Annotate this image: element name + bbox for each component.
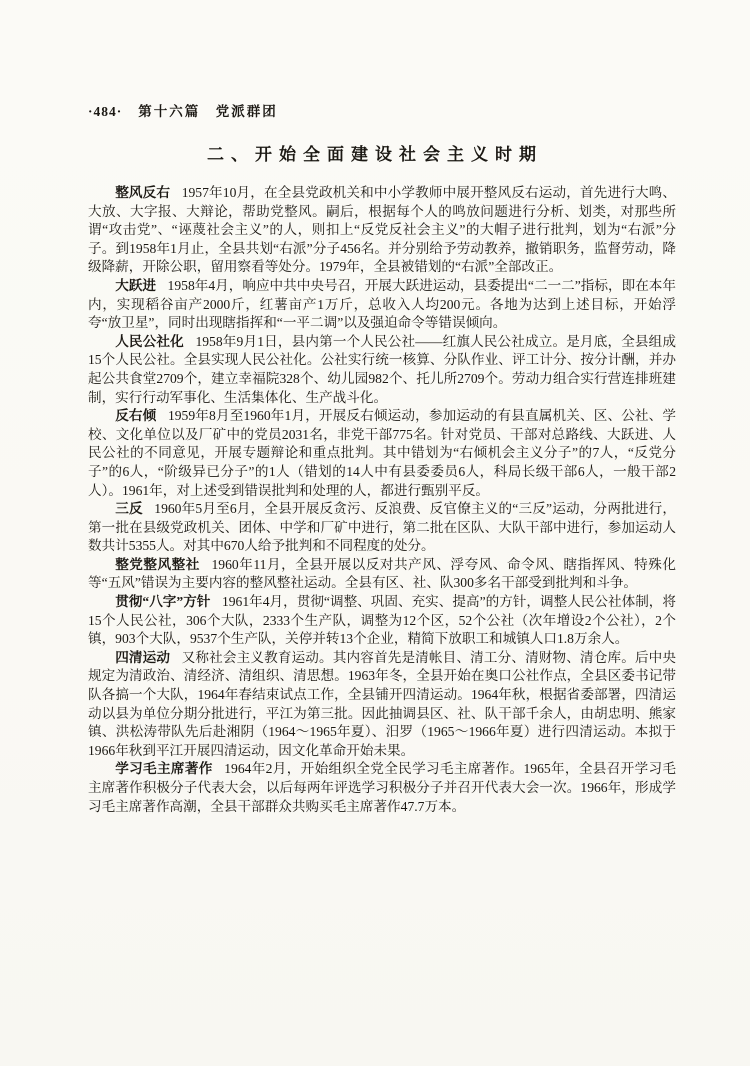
paragraph-term: 学习毛主席著作 <box>115 761 213 777</box>
paragraph-xuexi-maozhuxi-zhuzuo <box>88 760 676 816</box>
paragraph-dayuejin <box>88 277 676 333</box>
paragraph-text: 1960年5月至6月，全县开展反贪污、反浪费、反官僚主义的“三反”运动，分两批进行，第一批在县级党政机关、团体、中学和厂矿中进行，第二批在区队、大队干部中进行，参加运动人数共计5355人。对其中670人给予批判和不同程度的处分。 <box>88 501 676 554</box>
paragraph-text: 1961年4月，贯彻“调整、巩固、充实、提高”的方针，调整人民公社体制，将15个人民公社，306个大队，2333个生产队，调整为12个区，52个公社（次年增设2个公社），2个镇，903个大队，9537个生产队，关停并转13个企业，精简下放职工和城镇人口1.8万余人。 <box>88 594 676 647</box>
paragraph-term: 大跃进 <box>115 277 156 293</box>
paragraph-text: 1957年10月，在全县党政机关和中小学教师中展开整风反右运动，首先进行大鸣、大放、大字报、大辩论，帮助党整风。嗣后，根据每个人的鸣放问题进行分析、划类，对那些所谓“攻击党”、“诬蔑社会主义”的人，则扣上“反党反社会主义”的大帽子进行批判，划为“右派”分子。到1958年1月止，全县共划“右派”分子456名。并分别给予劳动教养，撤销职务，监督劳动，降级降薪，开除公职，留用察看等处分。1979年，全县被错划的“右派”全部改正。 <box>88 185 677 275</box>
paragraph-renmin-gongshehua <box>88 333 676 407</box>
paragraph-term: 整党整风整社 <box>115 556 200 572</box>
paragraph-term: 整风反右 <box>115 185 171 200</box>
paragraph-term: 四清运动 <box>115 649 171 665</box>
paragraph-fanyouqing <box>88 407 676 500</box>
paragraph-text: 1958年9月1日，县内第一个人民公社——红旗人民公社成立。是月底，全县组成15个人民公社。全县实现人民公社化。公社实行统一核算、分队作业、评工计分、按分计酬，并办起公共食堂2709个，建立幸福院328个、幼儿园982个、托儿所2709个。劳动力组合实行营连排班建制，实行行动军事化、生活集体化、生产战斗化。 <box>88 333 677 405</box>
paragraph-term: 贯彻“八字”方针 <box>115 594 211 610</box>
paragraph-text: 又称社会主义教育运动。其内容首先是清帐目、清工分、清财物、清仓库。后中央规定为清政治、清经济、清组织、清思想。1963年冬，全县开始在奥口公社作点，全县区委书记带队各搞一个大队，1964年春结束试点工作，全县铺开四清运动。1964年秋，根据省委部署，四清运动以县为单位分期分批进行，平江为第三批。因此抽调县区、社、队干部千余人，由胡忠明、熊家镇、洪松涛带队先后赴湘阴（1964～1965年夏）、汨罗（1965～1966年夏）进行四清运动。本拟于1966年秋到平江开展四清运动，因文化革命开始未果。 <box>88 649 677 758</box>
body-text <box>88 184 676 816</box>
paragraph-bazi-fangzhen <box>88 593 676 649</box>
chapter-title: 第十六篇 党派群团 <box>138 104 278 119</box>
paragraph-text: 1959年8月至1960年1月，开展反右倾运动，参加运动的有县直属机关、区、公社、学校、文化单位以及厂矿中的党员2031名，非党干部775名。针对党员、干部对总路线、大跃进、人民公社的不同意见，开展专题辩论和重点批判。其中错划为“右倾机会主义分子”的7人，“反党分子”的6人，“阶级异已分子”的1人（错划的14人中有县委委员6人，科局长级干部6人，一般干部2人）。1961年，对上述受到错误批判和处理的人，都进行甄别平反。 <box>88 408 676 498</box>
page-number: ·484· <box>88 104 123 119</box>
paragraph-text: 1958年4月，响应中共中央号召，开展大跃进运动，县委提出“二一二”指标，即在本年内，实现稻谷亩产2000斤，红薯亩产1万斤，总收入人均200元。各地为达到上述目标，开始浮夸“放卫星”，同时出现瞎指挥和“一平二调”以及强迫命令等错误倾向。 <box>88 277 677 331</box>
paragraph-siqing-yundong <box>88 649 676 761</box>
paragraph-zhengfeng-fanyou <box>88 184 676 277</box>
paragraph-term: 三反 <box>115 501 143 517</box>
paragraph-text: 1964年2月，开始组织全党全民学习毛主席著作。1965年，全县召开学习毛主席著作积极分子代表大会，以后每两年评选学习积极分子并召开代表大会一次。1966年，形成学习毛主席著作高潮，全县干部群众共购买毛主席著作47.7万本。 <box>88 761 677 814</box>
paragraph-sanfan <box>88 500 676 556</box>
paragraph-term: 人民公社化 <box>115 333 184 349</box>
paragraph-term: 反右倾 <box>115 408 157 424</box>
section-title: 二、开始全面建设社会主义时期 <box>207 145 543 164</box>
paragraph-zhengdang-zhengfeng-zhengshe <box>88 556 676 593</box>
paragraph-text: 1960年11月，全县开展以反对共产风、浮夸风、命令风、瞎指挥风、特殊化等“五风”错误为主要内容的整风整社运动。全县有区、社、队300多名干部受到批判和斗争。 <box>88 556 677 591</box>
page-header <box>88 100 278 120</box>
